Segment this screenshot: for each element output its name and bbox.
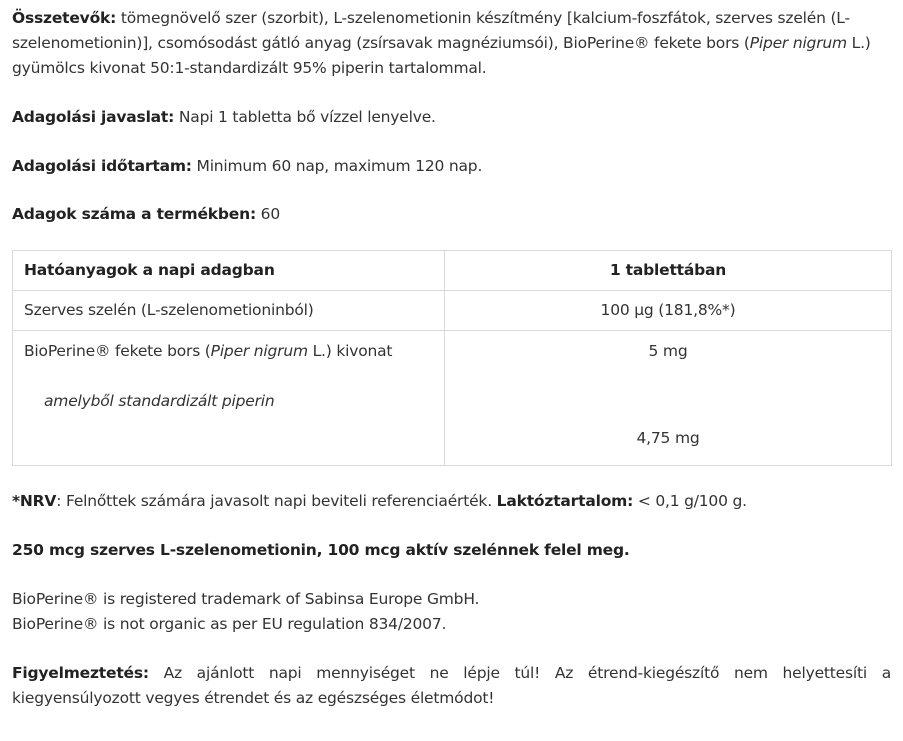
duration-paragraph bbox=[12, 154, 891, 179]
table-cell-value: 100 µg (181,8%*) bbox=[445, 291, 892, 331]
servings-label: Adagok száma a termékben: bbox=[12, 205, 256, 223]
bioperine-name: BioPerine® fekete bors ( bbox=[24, 342, 211, 360]
table-header-per-tablet: 1 tablettában bbox=[445, 251, 892, 291]
table-header-row bbox=[13, 251, 892, 291]
ingredients-latin-name: Piper nigrum bbox=[749, 34, 847, 52]
servings-paragraph bbox=[12, 202, 891, 227]
lactose-value: < 0,1 g/100 g. bbox=[633, 492, 747, 510]
table-cell-ingredient bbox=[13, 331, 445, 466]
trademark-paragraph bbox=[12, 587, 891, 637]
table-row bbox=[13, 291, 892, 331]
ingredients-text: tömegnövelő szer (szorbit), L-szelenometionin készítmény [kalcium-foszfátok, szerves szelén (L-szelenometionin)], csomósodást gátló anyag (zsírsavak magnéziumsói), BioPerine® fekete bors ( bbox=[12, 9, 850, 52]
active-ingredients-table bbox=[12, 250, 892, 466]
piperine-sub-ingredient: amelyből standardizált piperin bbox=[44, 392, 275, 410]
duration-value: Minimum 60 nap, maximum 120 nap. bbox=[191, 157, 483, 175]
selenium-equivalence-note: 250 mcg szerves L-szelenometionin, 100 mcg aktív szelénnek felel meg. bbox=[12, 541, 630, 559]
warning-text: Az ajánlott napi mennyiséget ne lépje túl! Az étrend-kiegészítő nem helyettesíti a kiegyensúlyozott vegyes étrendet és az egészséges életmódot! bbox=[12, 664, 891, 707]
bioperine-name-end: L.) kivonat bbox=[307, 342, 393, 360]
trademark-line-1: BioPerine® is registered trademark of Sabinsa Europe GmbH. bbox=[12, 590, 480, 608]
nrv-label: *NRV bbox=[12, 492, 57, 510]
dosage-paragraph bbox=[12, 105, 891, 130]
ingredients-paragraph bbox=[12, 0, 891, 81]
table-cell-value bbox=[445, 331, 892, 466]
nrv-text: : Felnőttek számára javasolt napi beviteli referenciaérték. bbox=[56, 492, 497, 510]
duration-label: Adagolási időtartam: bbox=[12, 157, 192, 175]
dosage-value: Napi 1 tabletta bő vízzel lenyelve. bbox=[174, 108, 436, 126]
table-row bbox=[13, 331, 892, 466]
table-cell-ingredient: Szerves szelén (L-szelenometioninból) bbox=[13, 291, 445, 331]
ingredients-text-end: L.) gyümölcs kivonat 50:1-standardizált 95% piperin tartalommal. bbox=[12, 34, 871, 77]
ingredients-label: Összetevők: bbox=[12, 9, 117, 27]
servings-value: 60 bbox=[255, 205, 281, 223]
trademark-line-2: BioPerine® is not organic as per EU regulation 834/2007. bbox=[12, 615, 447, 633]
lactose-label: Laktóztartalom: bbox=[496, 492, 634, 510]
dosage-label: Adagolási javaslat: bbox=[12, 108, 175, 126]
bioperine-value: 5 mg bbox=[648, 342, 688, 360]
nrv-paragraph bbox=[12, 489, 891, 514]
piperine-value: 4,75 mg bbox=[636, 429, 700, 447]
bioperine-latin-name: Piper nigrum bbox=[210, 342, 308, 360]
warning-paragraph bbox=[12, 661, 891, 711]
warning-label: Figyelmeztetés: bbox=[12, 664, 149, 682]
table-header-ingredient: Hatóanyagok a napi adagban bbox=[13, 251, 445, 291]
